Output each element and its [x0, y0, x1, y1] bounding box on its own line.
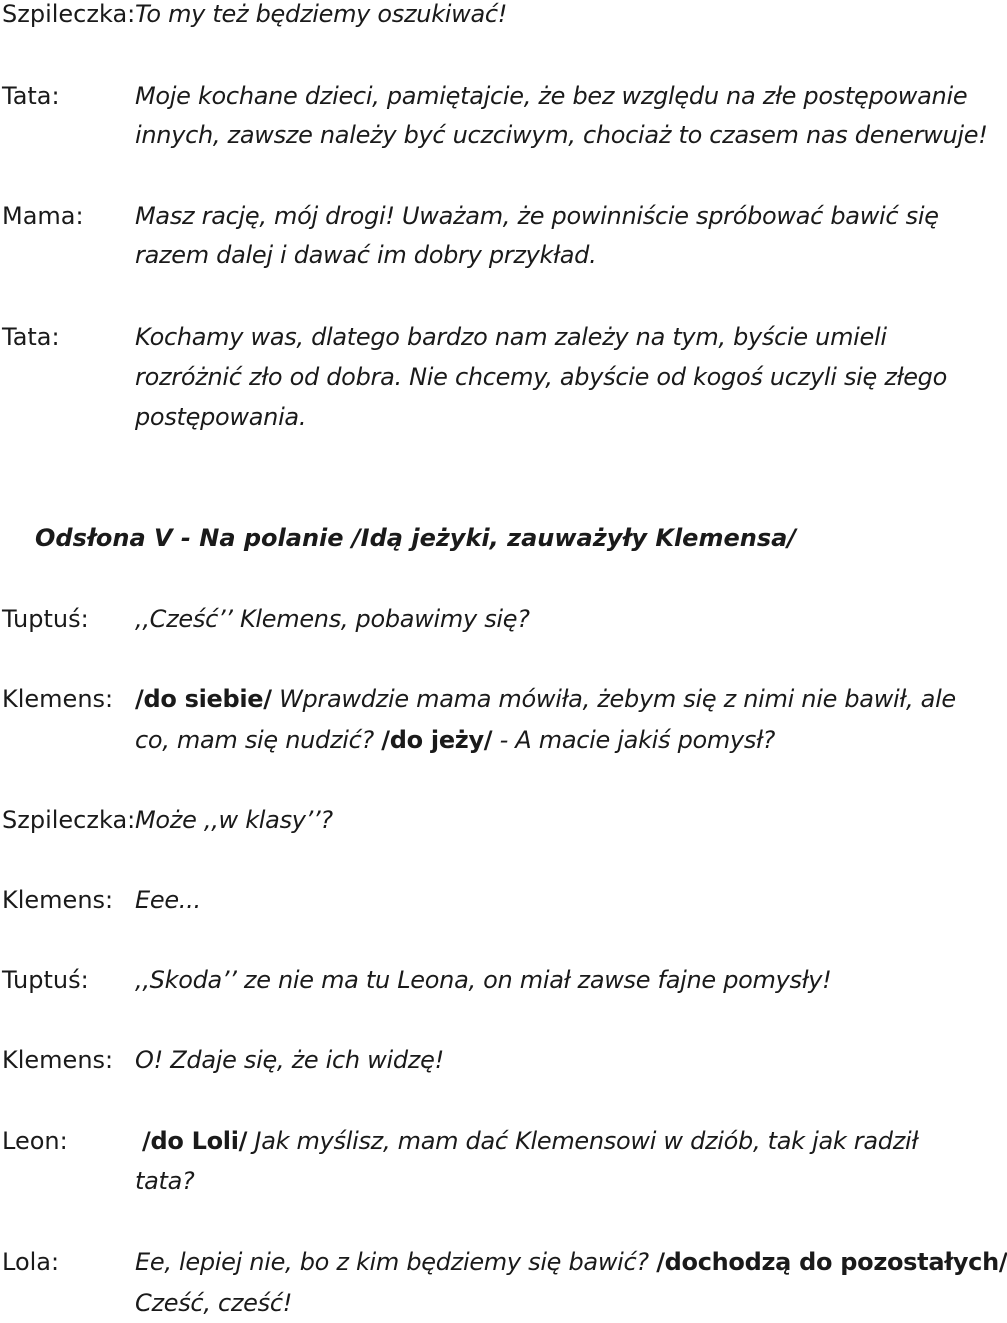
speaker-label: Klemens:: [2, 886, 114, 914]
dialogue-text: postępowania.: [135, 403, 307, 431]
dialogue-text: ,,Skoda’’ ze nie ma tu Leona, on miał zawse fajne pomysły!: [135, 966, 832, 994]
dialogue-line: [0, 76, 968, 116]
stage-direction: /do Loli/: [142, 1127, 248, 1155]
stage-direction: /dochodzą do pozostałych/: [656, 1248, 1007, 1276]
dialogue-text: Może ,,w klasy’’?: [135, 806, 333, 834]
dialogue-line: [0, 599, 960, 639]
dialogue-text-part: Jak myślisz, mam dać Klemensowi w dziób, tak jak radził: [247, 1127, 918, 1155]
dialogue-text: [135, 720, 775, 760]
dialogue-line: [0, 357, 960, 397]
speaker-label: Tuptuś:: [2, 605, 89, 633]
dialogue-line: [0, 800, 960, 840]
dialogue-text-part: Wprawdzie mama mówiła, żebym się z nimi nie bawił, ale: [271, 685, 956, 713]
speaker-label: Lola:: [2, 1248, 60, 1276]
dialogue-line: [0, 679, 960, 719]
dialogue-text: razem dalej i dawać im dobry przykład.: [135, 241, 597, 269]
speaker-label: Tata:: [2, 323, 60, 351]
dialogue-line: [0, 317, 960, 357]
dialogue-line: [0, 235, 960, 275]
dialogue-line: [0, 880, 960, 920]
stage-direction: /do siebie/: [135, 685, 272, 713]
scene-heading: Odsłona V - Na polanie /Idą jeżyki, zauważyły Klemensa/: [35, 524, 797, 552]
dialogue-text: [135, 1242, 1007, 1282]
speaker-label: Szpileczka:: [2, 806, 136, 834]
dialogue-text: Kochamy was, dlatego bardzo nam zależy na tym, byście umieli: [135, 323, 887, 351]
dialogue-text: Masz rację, mój drogi! Uważam, że powinniście spróbować bawić się: [135, 202, 939, 230]
dialogue-text-part: Ee, lepiej nie, bo z kim będziemy się bawić?: [135, 1248, 657, 1276]
dialogue-text: [135, 679, 956, 719]
dialogue-text: [142, 1121, 918, 1161]
dialogue-line: [0, 960, 960, 1000]
speaker-label: Mama:: [2, 202, 84, 230]
dialogue-line: [0, 115, 988, 155]
dialogue-line: [0, 720, 960, 760]
dialogue-text: Cześć, cześć!: [135, 1289, 293, 1317]
speaker-label: Leon:: [2, 1127, 68, 1155]
scene-heading-line: [0, 518, 960, 558]
dialogue-text-part: - A macie jakiś pomysł?: [492, 726, 776, 754]
speaker-label: Klemens:: [2, 685, 114, 713]
dialogue-text: Eee...: [135, 886, 201, 914]
dialogue-line: [0, 1242, 1007, 1282]
dialogue-text-part: co, mam się nudzić?: [135, 726, 382, 754]
dialogue-text: O! Zdaje się, że ich widzę!: [135, 1046, 444, 1074]
dialogue-text: Moje kochane dzieci, pamiętajcie, że bez względu na złe postępowanie: [135, 82, 968, 110]
speaker-label: Szpileczka:: [2, 0, 136, 28]
speaker-label: Klemens:: [2, 1046, 114, 1074]
speaker-label: Tuptuś:: [2, 966, 89, 994]
dialogue-text: To my też będziemy oszukiwać!: [135, 0, 508, 28]
dialogue-line: [0, 1121, 960, 1161]
dialogue-line: [0, 196, 960, 236]
dialogue-text: rozróżnić zło od dobra. Nie chcemy, abyście od kogoś uczyli się złego: [135, 363, 947, 391]
dialogue-line: [0, 1040, 960, 1080]
dialogue-line: [0, 1283, 960, 1323]
dialogue-text: ,,Cześć’’ Klemens, pobawimy się?: [135, 605, 530, 633]
dialogue-text: tata?: [135, 1167, 195, 1195]
dialogue-line: [0, 397, 960, 437]
dialogue-line: [0, 1161, 960, 1201]
speaker-label: Tata:: [2, 82, 60, 110]
dialogue-line: [0, 0, 960, 34]
stage-direction: /do jeży/: [381, 726, 493, 754]
dialogue-text: innych, zawsze należy być uczciwym, chociaż to czasem nas denerwuje!: [135, 121, 988, 149]
